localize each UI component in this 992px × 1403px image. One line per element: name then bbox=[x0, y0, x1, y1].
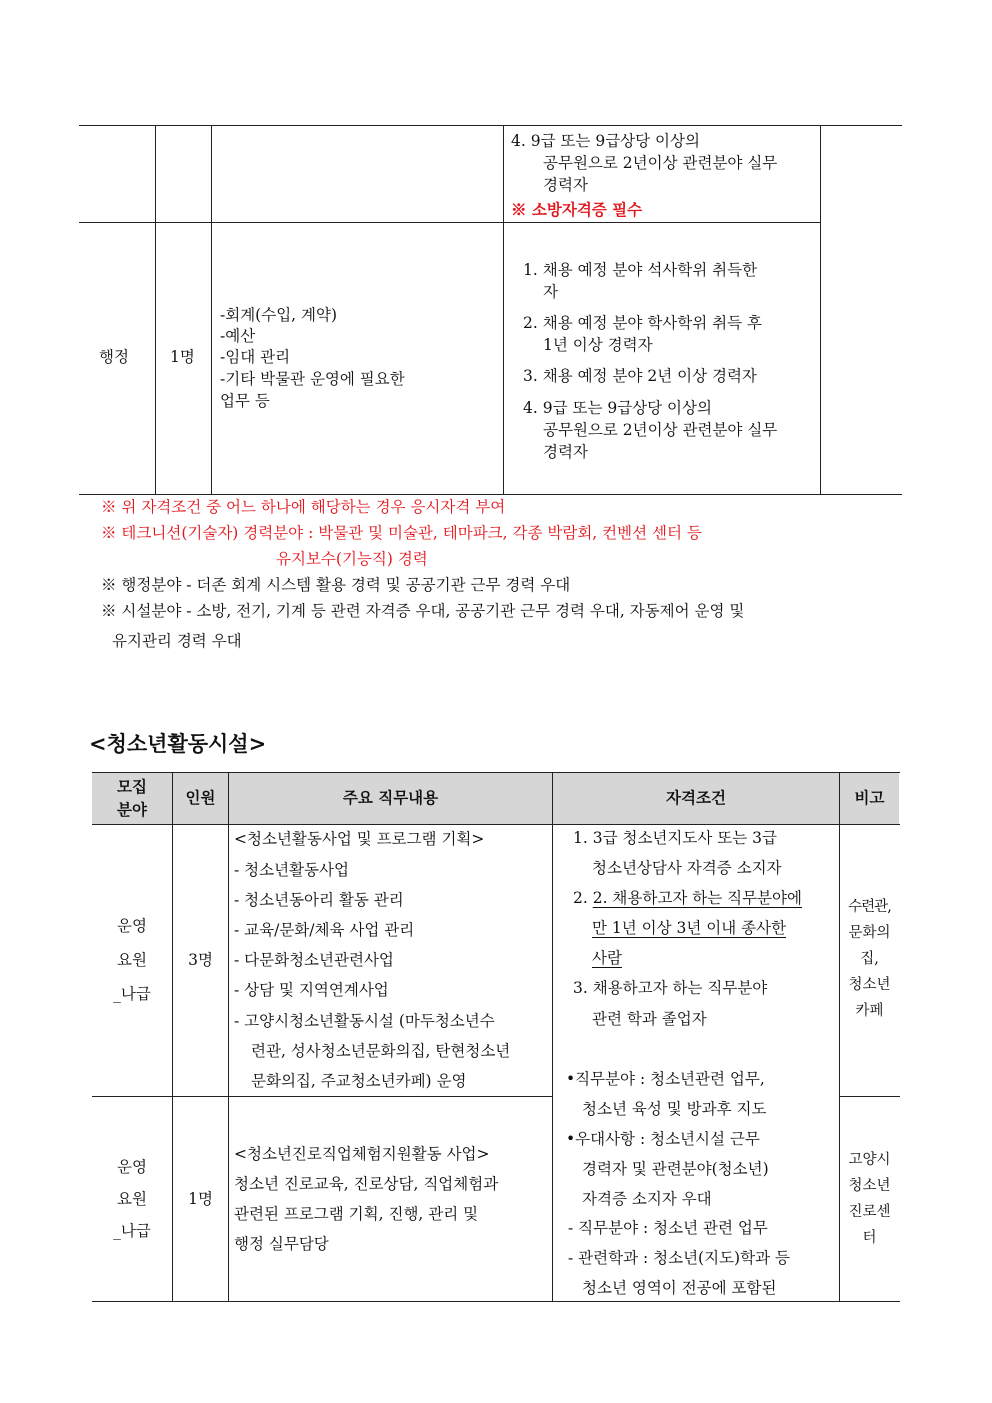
row1-remark: 수련관, bbox=[848, 899, 891, 915]
duty-line: -회계(수입, 계약) bbox=[220, 306, 338, 324]
note-facility-line1: ※ 시설분야 - 소방, 전기, 기계 등 관련 자격증 우대, 공공기관 근무 경력 우대, 자동제어 운영 및 bbox=[101, 602, 745, 620]
table2-row-divider bbox=[92, 1096, 553, 1097]
qual-item4-line2: 공무원으로 2년이상 관련분야 실무 bbox=[543, 154, 778, 172]
qual-dash2-line1: - 관련학과 : 청소년(지도)학과 등 bbox=[568, 1249, 790, 1267]
row1-duty: - 상담 및 지역연계사업 bbox=[234, 981, 389, 999]
note-admin: ※ 행정분야 - 더존 회계 시스템 활용 경력 및 공공기관 근무 경력 우대 bbox=[101, 576, 571, 594]
header-field-line1: 모집 bbox=[117, 777, 147, 796]
note-any-qualification: ※ 위 자격조건 중 어느 하나에 해당하는 경우 응시자격 부여 bbox=[101, 498, 506, 516]
row1-remark: 청소년 bbox=[848, 977, 891, 993]
row1-remark: 카페 bbox=[855, 1003, 884, 1019]
row2-count: 1명 bbox=[188, 1190, 213, 1208]
duty-line: -예산 bbox=[220, 327, 256, 345]
table2-row-divider bbox=[839, 1096, 900, 1097]
header-duties: 주요 직무내용 bbox=[342, 788, 439, 807]
qual-dash2-line2: 청소년 영역이 전공에 포함된 bbox=[582, 1279, 777, 1297]
qual-line: 3. 채용 예정 분야 2년 이상 경력자 bbox=[523, 367, 757, 385]
row2-duty: <청소년진로직업체험지원활동 사업> bbox=[234, 1145, 490, 1163]
section-title: <청소년활동시설> bbox=[89, 731, 267, 756]
row1-duty: 문화의집, 주교청소년카페) 운영 bbox=[251, 1072, 467, 1090]
row1-duty: <청소년활동사업 및 프로그램 기획> bbox=[234, 830, 485, 848]
qual-bullet1-line2: 청소년 육성 및 방과후 지도 bbox=[582, 1100, 767, 1118]
qual-3-line1: 3. 채용하고자 하는 직무분야 bbox=[573, 979, 768, 997]
qual-bullet1-line1: •직무분야 : 청소년관련 업무, bbox=[566, 1070, 765, 1088]
row2-field: 운영 bbox=[117, 1158, 147, 1176]
row2-remark: 고양시 bbox=[848, 1152, 891, 1168]
header-qualification: 자격조건 bbox=[666, 788, 726, 807]
table1-col-divider bbox=[503, 125, 504, 494]
qual-bullet2-line2: 경력자 및 관련분야(청소년) bbox=[582, 1160, 769, 1178]
qual-2-line3: 사람 bbox=[592, 949, 622, 967]
header-remark: 비고 bbox=[854, 788, 885, 807]
row1-field: _나급 bbox=[113, 985, 151, 1003]
row1-duty: - 청소년동아리 활동 관리 bbox=[234, 891, 404, 909]
qual-1-line2: 청소년상담사 자격증 소지자 bbox=[592, 859, 782, 877]
row2-duty: 청소년 진로교육, 진로상담, 직업체험과 bbox=[234, 1175, 499, 1193]
table2-col-divider bbox=[228, 772, 229, 1301]
row2-duty: 관련된 프로그램 기획, 진행, 관리 및 bbox=[234, 1205, 479, 1223]
row1-duty: - 다문화청소년관련사업 bbox=[234, 951, 394, 969]
row1-field: 요원 bbox=[117, 951, 147, 969]
qual-3-line2: 관련 학과 졸업자 bbox=[592, 1010, 707, 1028]
row1-remark: 집, bbox=[860, 951, 879, 967]
row1-duty: - 교육/문화/체육 사업 관리 bbox=[234, 921, 415, 939]
row1-count: 3명 bbox=[188, 951, 213, 969]
qual-line: 경력자 bbox=[543, 443, 588, 461]
row1-field: 운영 bbox=[117, 917, 147, 935]
qual-line: 공무원으로 2년이상 관련분야 실무 bbox=[543, 421, 778, 439]
table2-top-border bbox=[92, 772, 900, 773]
duty-line: 업무 등 bbox=[220, 392, 270, 410]
header-count: 인원 bbox=[185, 788, 216, 807]
table2-bottom-border bbox=[92, 1301, 900, 1302]
table2-col-divider bbox=[552, 772, 553, 1301]
duty-line: -기타 박물관 운영에 필요한 bbox=[220, 370, 405, 388]
duty-line: -임대 관리 bbox=[220, 348, 291, 366]
qual-line: 4. 9급 또는 9급상당 이상의 bbox=[523, 399, 712, 417]
field-admin: 행정 bbox=[99, 348, 129, 366]
qual-item4-line1: 4. 9급 또는 9급상당 이상의 bbox=[511, 132, 700, 150]
qual-2-line2: 만 1년 이상 3년 이내 종사한 bbox=[592, 919, 787, 937]
note-facility-line2: 유지관리 경력 우대 bbox=[112, 632, 242, 650]
row1-duty: - 청소년활동사업 bbox=[234, 861, 349, 879]
qual-2-line1-underlined: 2. 채용하고자 하는 직무분야에 bbox=[592, 889, 802, 907]
row2-remark: 진로센 bbox=[848, 1204, 891, 1220]
table1-top-border bbox=[79, 125, 902, 126]
row2-field: _나급 bbox=[113, 1222, 151, 1240]
qual-line: 2. 채용 예정 분야 학사학위 취득 후 bbox=[523, 314, 763, 332]
qual-line: 자 bbox=[543, 283, 558, 301]
table1-col-divider bbox=[820, 125, 821, 494]
count-admin: 1명 bbox=[170, 348, 195, 366]
table1-row-divider bbox=[79, 222, 820, 223]
qual-line: 1년 이상 경력자 bbox=[543, 336, 653, 354]
qual-1-line1: 1. 3급 청소년지도사 또는 3급 bbox=[573, 829, 777, 847]
qual-dash1: - 직무분야 : 청소년 관련 업무 bbox=[568, 1219, 768, 1237]
table1-bottom-border bbox=[79, 494, 902, 495]
header-field-line2: 분야 bbox=[117, 800, 147, 819]
row2-duty: 행정 실무담당 bbox=[234, 1235, 329, 1253]
table1-col-divider bbox=[211, 125, 212, 494]
qual-item4-line3: 경력자 bbox=[543, 176, 588, 194]
table1-col-divider bbox=[155, 125, 156, 494]
qual-bullet2-line1: •우대사항 : 청소년시설 근무 bbox=[566, 1130, 760, 1148]
required-certificate-note: ※ 소방자격증 필수 bbox=[511, 200, 643, 219]
row1-duty: 련관, 성사청소년문화의집, 탄현청소년 bbox=[251, 1042, 511, 1060]
table2-header-divider bbox=[92, 824, 900, 825]
row2-remark: 터 bbox=[862, 1230, 877, 1246]
table2-col-divider bbox=[172, 772, 173, 1301]
row2-field: 요원 bbox=[117, 1190, 147, 1208]
qual-2-line1: 2. 2. 채용하고자 하는 직무분야에 bbox=[573, 889, 802, 907]
row2-remark: 청소년 bbox=[848, 1178, 891, 1194]
note-technician-line2: 유지보수(기능직) 경력 bbox=[276, 550, 428, 568]
qual-bullet2-line3: 자격증 소지자 우대 bbox=[582, 1190, 712, 1208]
row1-remark: 문화의 bbox=[848, 925, 891, 941]
row1-duty: - 고양시청소년활동시설 (마두청소년수 bbox=[234, 1012, 495, 1030]
note-technician-line1: ※ 테크니션(기술자) 경력분야 : 박물관 및 미술관, 테마파크, 각종 박람회, 컨벤션 센터 등 bbox=[101, 524, 702, 542]
qual-line: 1. 채용 예정 분야 석사학위 취득한 bbox=[523, 261, 758, 279]
